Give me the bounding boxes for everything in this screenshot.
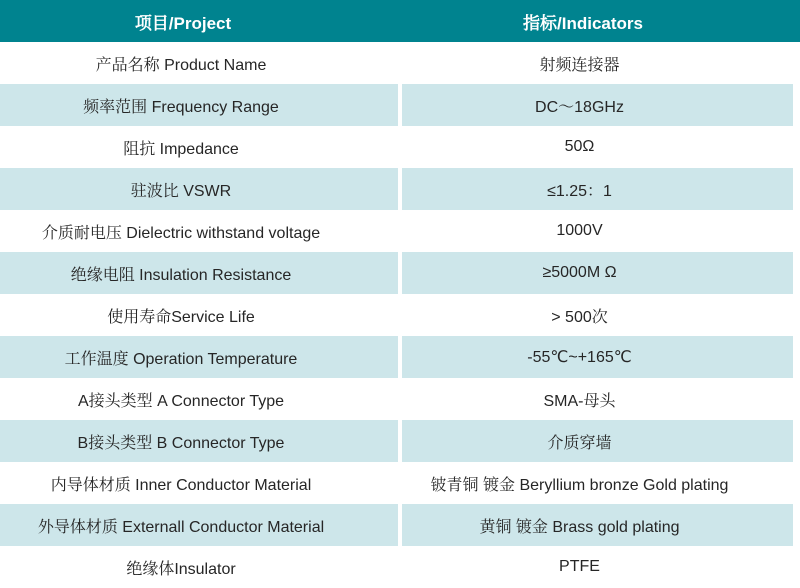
indicator-cell: DC～18GHz xyxy=(402,84,793,126)
project-cell: 绝缘电阻 Insulation Resistance xyxy=(0,252,398,294)
table-row xyxy=(0,336,800,378)
table-row xyxy=(0,378,800,420)
indicator-cell: 铍青铜 镀金 Beryllium bronze Gold plating xyxy=(402,462,793,504)
project-cell: 外导体材质 Externall Conductor Material xyxy=(0,504,398,546)
table-row xyxy=(0,504,800,546)
table-row xyxy=(0,210,800,252)
indicator-cell: 50Ω xyxy=(402,126,793,168)
table-row xyxy=(0,84,800,126)
project-cell: 频率范围 Frequency Range xyxy=(0,84,398,126)
project-cell: A接头类型 A Connector Type xyxy=(0,378,398,420)
indicator-cell: ≤1.25：1 xyxy=(402,168,793,210)
project-cell: B接头类型 B Connector Type xyxy=(0,420,398,462)
table-row xyxy=(0,42,800,84)
indicator-cell: -55℃~+165℃ xyxy=(402,336,793,378)
project-cell: 绝缘体Insulator xyxy=(0,546,398,588)
indicator-cell: 射频连接器 xyxy=(402,42,793,84)
project-cell: 内导体材质 Inner Conductor Material xyxy=(0,462,398,504)
project-cell: 介质耐电压 Dielectric withstand voltage xyxy=(0,210,398,252)
indicator-cell: PTFE xyxy=(402,546,793,588)
header-project: 项目/Project xyxy=(134,13,232,33)
table-row xyxy=(0,294,800,336)
project-cell: 产品名称 Product Name xyxy=(0,42,398,84)
table-row xyxy=(0,168,800,210)
project-cell: 驻波比 VSWR xyxy=(0,168,398,210)
table-row xyxy=(0,546,800,588)
project-cell: 工作温度 Operation Temperature xyxy=(0,336,398,378)
indicator-cell: ≥5000M Ω xyxy=(402,252,793,294)
table-row xyxy=(0,420,800,462)
table-row xyxy=(0,252,800,294)
table-row xyxy=(0,462,800,504)
indicator-cell: 1000V xyxy=(402,210,793,252)
table-row xyxy=(0,126,800,168)
indicator-cell: 黄铜 镀金 Brass gold plating xyxy=(402,504,793,546)
project-cell: 阻抗 Impedance xyxy=(0,126,398,168)
indicator-cell: 介质穿墙 xyxy=(402,420,793,462)
project-cell: 使用寿命Service Life xyxy=(0,294,398,336)
table-header-row xyxy=(0,0,800,42)
indicator-cell: SMA-母头 xyxy=(402,378,793,420)
header-indicators: 指标/Indicators xyxy=(523,13,643,33)
indicator-cell: > 500次 xyxy=(402,294,793,336)
